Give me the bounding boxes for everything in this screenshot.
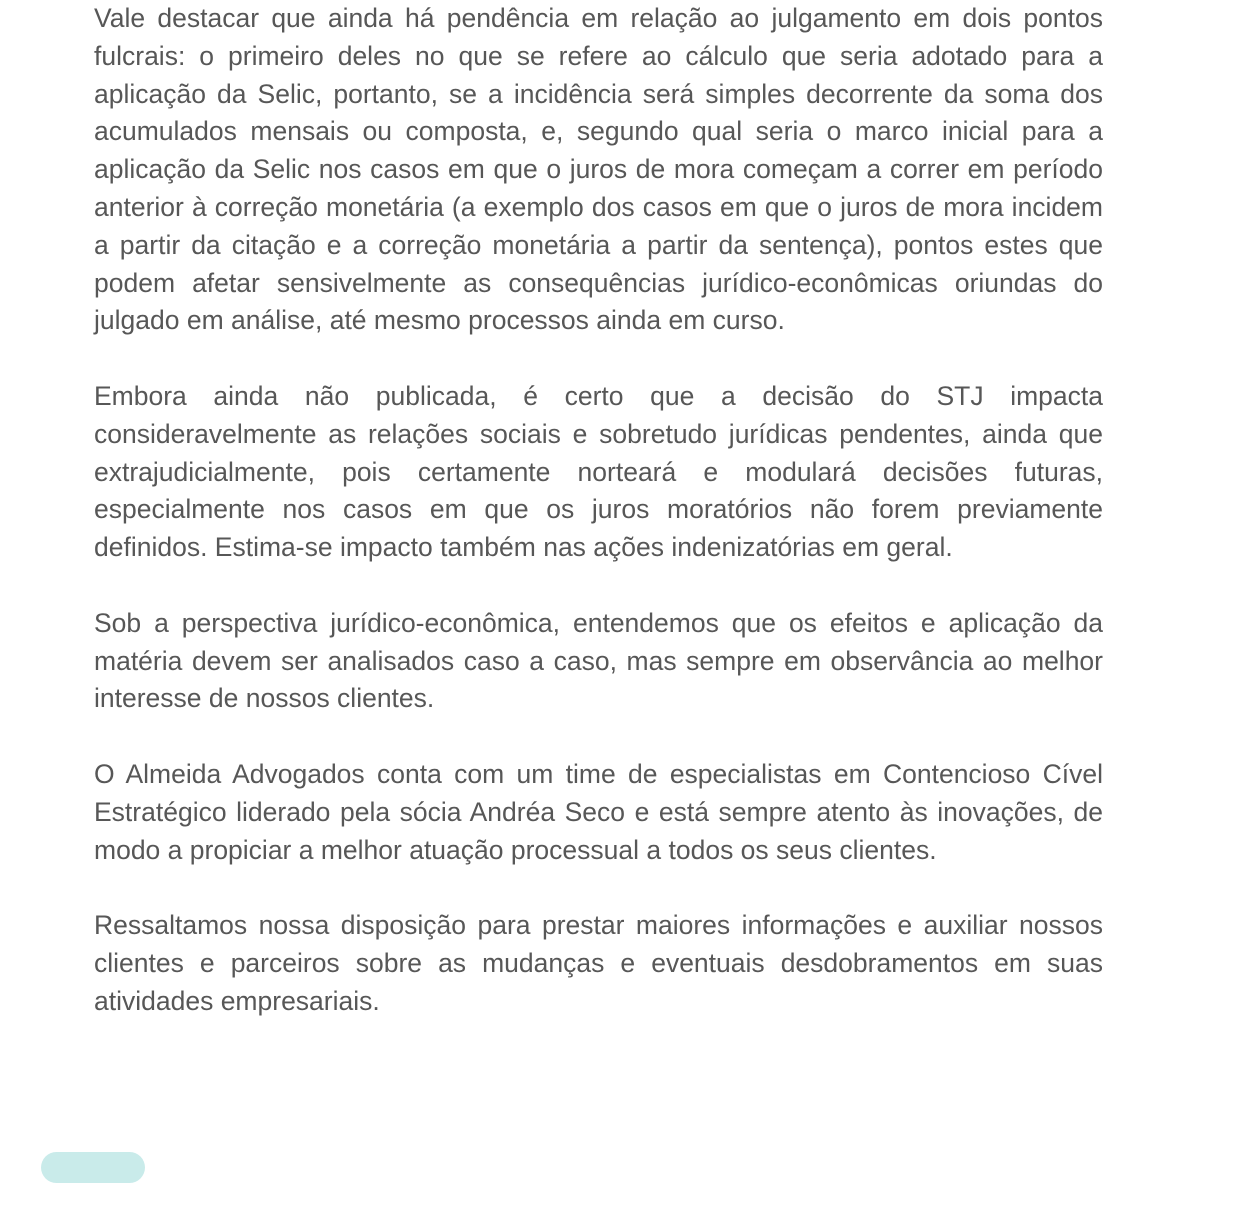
- article-body: [94, 0, 1103, 1058]
- article-paragraph: Ressaltamos nossa disposição para prestar maiores informações e auxiliar nossos clientes e parceiros sobre as mudanças e eventuais desdobramentos em suas atividades empresariais.: [94, 910, 1103, 1016]
- article-paragraph: O Almeida Advogados conta com um time de especialistas em Contencioso Cível Estratégico liderado pela sócia Andréa Seco e está sempre atento às inovações, de modo a propiciar a melhor atuação processual a todos os seus clientes.: [94, 758, 1103, 865]
- article-paragraph: Embora ainda não publicada, é certo que a decisão do STJ impacta consideravelmente as relações sociais e sobretudo jurídicas pendentes, ainda que extrajudicialmente, pois certamente norteará e modulará decisões futuras, especialmente nos casos em que os juros moratórios não forem previamente definidos. Estima-se impacto também nas ações indenizatórias em geral.: [94, 380, 1103, 563]
- article-paragraph: Vale destacar que ainda há pendência em relação ao julgamento em dois pontos fulcrais: o primeiro deles no que se refere ao cálculo que seria adotado para a aplicação da Selic, portanto, se a incidência será simples decorrente da soma dos acumulados mensais ou composta, e, segundo qual seria o marco inicial para a aplicação da Selic nos casos em que o juros de mora começam a correr em período anterior à correção monetária (a exemplo dos casos em que o juros de mora incidem a partir da citação e a correção monetária a partir da sentença), pontos estes que podem afetar sensivelmente as consequências jurídico-econômicas oriundas do julgado em análise, até mesmo processos ainda em curso.: [94, 3, 1103, 336]
- pill-button[interactable]: [41, 1152, 145, 1183]
- article-paragraph: Sob a perspectiva jurídico-econômica, entendemos que os efeitos e aplicação da matéria devem ser analisados caso a caso, mas sempre em observância ao melhor interesse de nossos clientes.: [94, 607, 1103, 714]
